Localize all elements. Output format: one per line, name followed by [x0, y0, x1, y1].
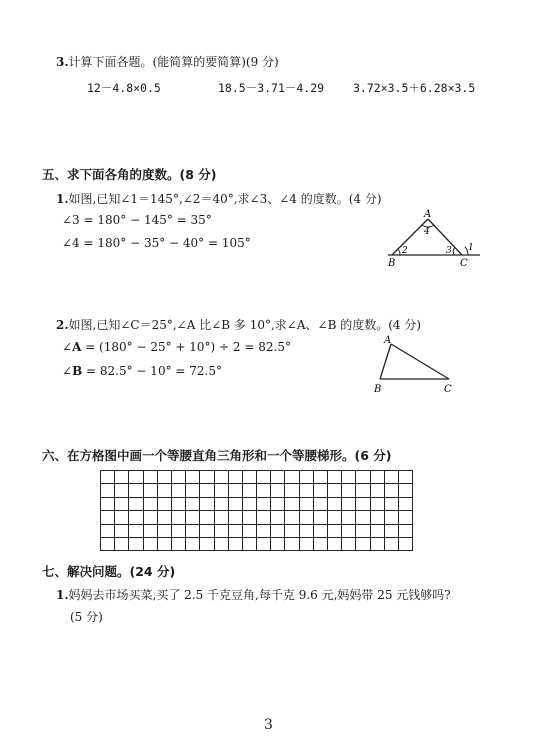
angle-symbol: ∠: [62, 340, 73, 354]
grid-cell[interactable]: [214, 511, 228, 524]
question-7-1: [56, 586, 451, 603]
grid-cell[interactable]: [101, 537, 115, 550]
grid-cell[interactable]: [342, 537, 356, 550]
answer-line-1: ∠3 = 180° − 145° = 35°: [62, 213, 212, 227]
question-5-2: [56, 316, 421, 333]
grid-cell[interactable]: [370, 497, 384, 510]
grid-cell[interactable]: [299, 524, 313, 537]
grid-cell[interactable]: [115, 524, 129, 537]
page-number: 3: [264, 717, 273, 733]
grid-cell[interactable]: [200, 484, 214, 497]
grid-cell[interactable]: [186, 497, 200, 510]
grid-cell[interactable]: [342, 511, 356, 524]
grid-cell[interactable]: [171, 471, 185, 484]
grid-cell[interactable]: [313, 511, 327, 524]
grid-cell[interactable]: [129, 511, 143, 524]
grid-cell[interactable]: [171, 511, 185, 524]
grid-cell[interactable]: [214, 471, 228, 484]
question-text: 妈妈去市场买菜,买了 2.5 千克豆角,每千克 9.6 元,妈妈带 25 元钱够吗?: [68, 588, 451, 602]
grid-cell[interactable]: [342, 497, 356, 510]
expression-3: 3.72×3.5＋6.28×3.5: [353, 81, 476, 95]
grid-cell[interactable]: [129, 537, 143, 550]
grid-cell[interactable]: [242, 471, 256, 484]
grid-cell[interactable]: [356, 497, 370, 510]
grid-cell[interactable]: [384, 537, 398, 550]
grid-cell[interactable]: [143, 524, 157, 537]
grid-cell[interactable]: [214, 484, 228, 497]
grid-cell[interactable]: [200, 524, 214, 537]
vertex-label-b: B: [388, 258, 396, 269]
grid-cell[interactable]: [115, 484, 129, 497]
vertex-label-c: C: [444, 384, 452, 395]
grid-cell[interactable]: [398, 511, 412, 524]
grid-cell[interactable]: [129, 524, 143, 537]
grid-cell[interactable]: [285, 511, 299, 524]
grid-cell[interactable]: [299, 511, 313, 524]
grid-cell[interactable]: [228, 537, 242, 550]
vertex-label-a: A: [384, 335, 392, 346]
grid-cell[interactable]: [356, 471, 370, 484]
grid-cell[interactable]: [115, 471, 129, 484]
grid-cell[interactable]: [101, 471, 115, 484]
grid-cell[interactable]: [285, 497, 299, 510]
grid-cell[interactable]: [157, 484, 171, 497]
angle-letter: A: [72, 340, 82, 354]
grid-cell[interactable]: [384, 484, 398, 497]
question-text: 计算下面各题。(能简算的要简算)(9 分): [68, 55, 279, 69]
triangle-figure-2: [366, 332, 466, 400]
grid-cell[interactable]: [398, 524, 412, 537]
grid-cell[interactable]: [384, 471, 398, 484]
grid-cell[interactable]: [342, 471, 356, 484]
grid-cell[interactable]: [398, 537, 412, 550]
grid-cell[interactable]: [200, 497, 214, 510]
grid-cell[interactable]: [356, 484, 370, 497]
grid-cell[interactable]: [257, 524, 271, 537]
grid-cell[interactable]: [157, 524, 171, 537]
grid-cell[interactable]: [299, 537, 313, 550]
angle-letter: B: [72, 364, 83, 378]
grid-cell[interactable]: [143, 511, 157, 524]
expression-1: 12－4.8×0.5: [87, 81, 161, 95]
grid-cell[interactable]: [200, 471, 214, 484]
grid-cell[interactable]: [313, 524, 327, 537]
grid-cell[interactable]: [228, 511, 242, 524]
grid-cell[interactable]: [299, 497, 313, 510]
grid-cell[interactable]: [285, 471, 299, 484]
grid-cell[interactable]: [242, 524, 256, 537]
grid-cell[interactable]: [313, 484, 327, 497]
grid-cell[interactable]: [299, 484, 313, 497]
grid-cell[interactable]: [328, 537, 342, 550]
grid-cell[interactable]: [342, 484, 356, 497]
grid-cell[interactable]: [115, 511, 129, 524]
grid-cell[interactable]: [171, 484, 185, 497]
grid-cell[interactable]: [285, 524, 299, 537]
grid-cell[interactable]: [157, 497, 171, 510]
grid-cell[interactable]: [328, 471, 342, 484]
grid-cell[interactable]: [157, 537, 171, 550]
grid-cell[interactable]: [242, 484, 256, 497]
grid-cell[interactable]: [257, 484, 271, 497]
question-points: (5 分): [70, 610, 103, 624]
vertex-label-b: B: [374, 384, 382, 395]
grid-cell[interactable]: [342, 524, 356, 537]
grid-cell[interactable]: [370, 537, 384, 550]
answer-line-b: [62, 364, 222, 378]
grid-cell[interactable]: [186, 471, 200, 484]
grid-cell[interactable]: [299, 471, 313, 484]
grid-cell[interactable]: [143, 484, 157, 497]
grid-cell[interactable]: [257, 471, 271, 484]
grid-cell[interactable]: [285, 537, 299, 550]
grid-cell[interactable]: [257, 511, 271, 524]
section-7-title: 七、解决问题。(24 分): [42, 564, 176, 579]
vertex-label-a: A: [424, 209, 432, 220]
grid-cell[interactable]: [228, 471, 242, 484]
grid-cell[interactable]: [101, 524, 115, 537]
grid-cell[interactable]: [242, 537, 256, 550]
grid-cell[interactable]: [271, 524, 285, 537]
angle-label-1: 1: [468, 243, 474, 253]
answer-expression: = 82.5° − 10° = 72.5°: [82, 364, 222, 378]
question-number: 2.: [56, 318, 69, 332]
grid-cell[interactable]: [398, 484, 412, 497]
section-6-title: 六、在方格图中画一个等腰直角三角形和一个等腰梯形。(6 分): [42, 448, 392, 463]
grid-cell[interactable]: [143, 471, 157, 484]
grid-row: [101, 497, 413, 510]
triangle-figure-1: [380, 205, 485, 270]
grid-cell[interactable]: [101, 484, 115, 497]
question-text: 如图,已知∠C＝25°,∠A 比∠B 多 10°,求∠A、∠B 的度数。(4 分): [68, 318, 422, 332]
question-4-3: [56, 53, 279, 70]
grid-cell[interactable]: [398, 497, 412, 510]
grid-row: [101, 471, 413, 484]
grid-cell[interactable]: [228, 484, 242, 497]
square-grid[interactable]: [100, 470, 413, 551]
grid-cell[interactable]: [370, 511, 384, 524]
question-number: 1.: [56, 192, 69, 206]
grid-row: [101, 537, 413, 550]
grid-cell[interactable]: [200, 537, 214, 550]
grid-cell[interactable]: [313, 537, 327, 550]
answer-line-2: ∠4 = 180° − 35° − 40° = 105°: [62, 236, 251, 250]
grid-cell[interactable]: [271, 484, 285, 497]
grid-cell[interactable]: [328, 524, 342, 537]
question-5-1: [56, 190, 382, 207]
question-number: 3.: [56, 55, 69, 69]
grid-cell[interactable]: [129, 497, 143, 510]
grid-cell[interactable]: [370, 524, 384, 537]
grid-cell[interactable]: [171, 524, 185, 537]
grid-cell[interactable]: [171, 497, 185, 510]
grid-cell[interactable]: [242, 511, 256, 524]
grid-cell[interactable]: [214, 537, 228, 550]
angle-label-4: 4: [424, 227, 430, 237]
grid-cell[interactable]: [370, 471, 384, 484]
angle-label-2: 2: [402, 246, 408, 256]
grid-cell[interactable]: [370, 484, 384, 497]
grid-cell[interactable]: [271, 497, 285, 510]
grid-row: [101, 524, 413, 537]
grid-cell[interactable]: [257, 537, 271, 550]
grid-cell[interactable]: [115, 497, 129, 510]
grid-cell[interactable]: [384, 524, 398, 537]
grid-cell[interactable]: [228, 524, 242, 537]
grid-cell[interactable]: [143, 537, 157, 550]
question-number: 1.: [56, 588, 69, 602]
grid-row: [101, 484, 413, 497]
grid-cell[interactable]: [398, 471, 412, 484]
question-text: 如图,已知∠1＝145°,∠2＝40°,求∠3、∠4 的度数。(4 分): [68, 192, 382, 206]
grid-cell[interactable]: [101, 511, 115, 524]
grid-cell[interactable]: [356, 524, 370, 537]
grid-cell[interactable]: [143, 497, 157, 510]
grid-cell[interactable]: [157, 471, 171, 484]
vertex-label-c: C: [460, 258, 468, 269]
grid-cell[interactable]: [242, 497, 256, 510]
grid-cell[interactable]: [157, 511, 171, 524]
grid-cell[interactable]: [257, 497, 271, 510]
grid-cell[interactable]: [228, 497, 242, 510]
expression-2: 18.5－3.71－4.29: [218, 81, 325, 95]
grid-cell[interactable]: [129, 484, 143, 497]
grid-cell[interactable]: [328, 511, 342, 524]
grid-cell[interactable]: [271, 471, 285, 484]
answer-line-a: [62, 340, 291, 354]
grid-cell[interactable]: [328, 484, 342, 497]
grid-cell[interactable]: [285, 484, 299, 497]
grid-cell[interactable]: [328, 497, 342, 510]
grid-cell[interactable]: [271, 511, 285, 524]
grid-cell[interactable]: [384, 511, 398, 524]
grid-cell[interactable]: [186, 537, 200, 550]
grid-cell[interactable]: [313, 497, 327, 510]
grid-cell[interactable]: [186, 524, 200, 537]
angle-symbol: ∠: [62, 364, 73, 378]
grid-cell[interactable]: [200, 511, 214, 524]
grid-row: [101, 511, 413, 524]
grid-cell[interactable]: [356, 537, 370, 550]
grid-cell[interactable]: [129, 471, 143, 484]
grid-cell[interactable]: [101, 497, 115, 510]
grid-cell[interactable]: [115, 537, 129, 550]
grid-cell[interactable]: [271, 537, 285, 550]
grid-cell[interactable]: [384, 497, 398, 510]
grid-cell[interactable]: [214, 497, 228, 510]
angle-label-3: 3: [446, 246, 452, 256]
grid-cell[interactable]: [171, 537, 185, 550]
grid-cell[interactable]: [214, 524, 228, 537]
answer-expression: = (180° − 25° + 10°) ÷ 2 = 82.5°: [81, 340, 291, 354]
grid-cell[interactable]: [186, 511, 200, 524]
grid-cell[interactable]: [186, 484, 200, 497]
section-5-title: 五、求下面各角的度数。(8 分): [42, 167, 217, 182]
grid-cell[interactable]: [356, 511, 370, 524]
grid-cell[interactable]: [313, 471, 327, 484]
